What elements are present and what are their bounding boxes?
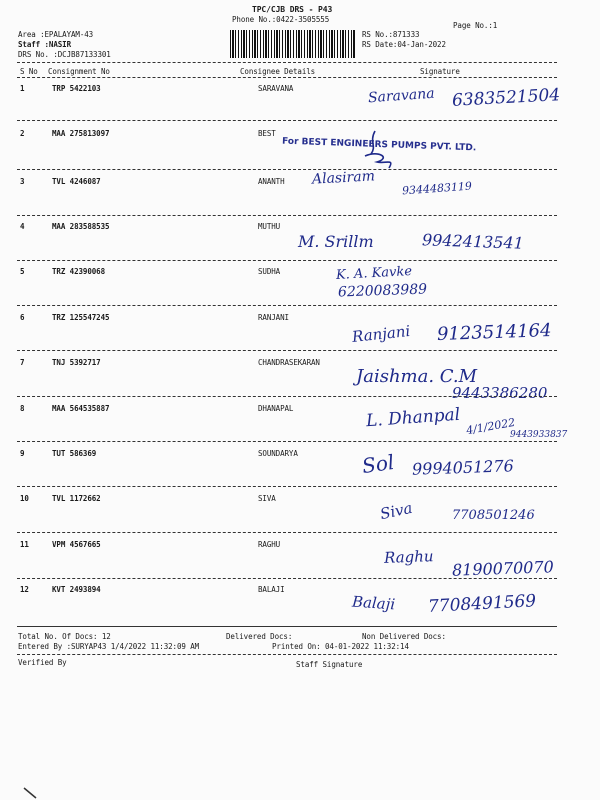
row-consignment: MAA 275813097: [52, 129, 110, 138]
row-consignee: SARAVANA: [258, 84, 294, 93]
row-signature-phone: 9344483119: [401, 179, 473, 198]
row-consignee: SIVA: [258, 494, 276, 503]
row-divider: [17, 396, 557, 397]
row-sno: 1: [20, 84, 25, 93]
rs-date: RS Date:04-Jan-2022: [362, 40, 446, 49]
row-divider: [17, 169, 557, 170]
row-signature-name: Jaishma. C.M: [356, 366, 478, 387]
drs-number: DRS No. :DCJB87133301: [18, 50, 111, 59]
verified-by: Verified By: [18, 658, 67, 667]
row-divider: [17, 441, 557, 442]
row-sno: 10: [20, 494, 29, 503]
non-delivered-docs: Non Delivered Docs:: [362, 632, 446, 641]
row-signature-name: M. Srillm: [298, 232, 374, 251]
row-sno: 8: [20, 404, 25, 413]
row-sno: 12: [20, 585, 29, 594]
row-signature-name: Siva: [378, 498, 415, 524]
row-consignment: MAA 564535887: [52, 404, 110, 413]
delivered-docs: Delivered Docs:: [226, 632, 293, 641]
row-signature-name: Balaji: [351, 592, 396, 614]
row-signature-phone: 9942413541: [421, 230, 525, 253]
row-divider: [17, 350, 557, 351]
row-signature-phone: 7708501246: [452, 508, 535, 523]
row-signature-phone: 6383521504: [451, 85, 561, 111]
row-sno: 3: [20, 177, 25, 186]
row-consignment: TVL 1172662: [52, 494, 101, 503]
column-sno: S No: [20, 67, 38, 76]
phone-number: Phone No.:0422-3505555: [232, 15, 330, 24]
area-label: Area :EPALAYAM-43: [18, 30, 94, 39]
row-consignee: CHANDRASEKARAN: [258, 358, 320, 367]
printed-on: Printed On: 04-01-2022 11:32:14: [272, 642, 409, 651]
row-sno: 9: [20, 449, 25, 458]
row-sno: 7: [20, 358, 25, 367]
row-consignee: BEST: [258, 129, 276, 138]
row-consignment: TVL 4246087: [52, 177, 101, 186]
barcode: [230, 30, 355, 58]
row-divider: [17, 486, 557, 487]
row-consignee: RANJANI: [258, 313, 289, 322]
row-signature-phone: 9994051276: [411, 456, 515, 479]
staff-label: Staff :NASIR: [18, 40, 71, 49]
total-docs: Total No. Of Docs: 12: [18, 632, 111, 641]
row-consignment: TRZ 125547245: [52, 313, 110, 322]
row-signature-phone: 7708491569: [427, 591, 537, 617]
staff-signature-label: Staff Signature: [296, 660, 363, 669]
row-divider: [17, 532, 557, 533]
column-consignee: Consignee Details: [240, 67, 316, 76]
table-bottom-rule: [17, 626, 557, 627]
company-stamp: For BEST ENGINEERS PUMPS PVT. LTD.: [281, 136, 477, 154]
row-consignee: SUDHA: [258, 267, 281, 276]
row-divider: [17, 578, 557, 579]
row-signature-name: Ranjani: [351, 322, 412, 346]
row-consignment: MAA 283588535: [52, 222, 110, 231]
row-signature-name: Sol: [360, 449, 396, 479]
row-signature-phone: 8190070070: [451, 557, 555, 580]
row-signature-phone: 9443386280: [452, 384, 548, 402]
row-signature-name: L. Dhanpal: [365, 404, 461, 432]
row-signature-name: Raghu: [383, 547, 434, 567]
page-number: Page No.:1: [453, 21, 498, 30]
row-signature-name: Alasiram: [311, 168, 376, 188]
signature-scribble: [355, 128, 405, 170]
rs-number: RS No.:871333: [362, 30, 420, 39]
row-signature-phone: 9443933837: [510, 430, 568, 440]
column-consignment: Consignment No: [48, 67, 110, 76]
row-consignment: KVT 2493894: [52, 585, 101, 594]
row-sno: 6: [20, 313, 25, 322]
entered-by: Entered By :SURYAP43 1/4/2022 11:32:09 AM: [18, 642, 200, 651]
row-consignee: DHANAPAL: [258, 404, 294, 413]
row-signature-phone: 6220083989: [337, 281, 428, 301]
scan-mark: [22, 786, 46, 800]
row-sno: 2: [20, 129, 25, 138]
header-divider-top: [17, 62, 557, 63]
row-divider: [17, 305, 557, 306]
header-divider-bottom: [17, 77, 557, 78]
row-divider: [17, 260, 557, 261]
row-consignment: VPM 4567665: [52, 540, 101, 549]
row-consignee: ANANTH: [258, 177, 285, 186]
column-signature: Signature: [420, 67, 460, 76]
row-consignee: SOUNDARYA: [258, 449, 298, 458]
row-consignment: TUT 586369: [52, 449, 97, 458]
row-consignment: TNJ 5392717: [52, 358, 101, 367]
row-sno: 5: [20, 267, 25, 276]
row-sno: 4: [20, 222, 25, 231]
row-divider: [17, 215, 557, 216]
row-divider: [17, 120, 557, 121]
row-consignee: BALAJI: [258, 585, 285, 594]
row-consignee: RAGHU: [258, 540, 281, 549]
row-signature-name: K. A. Kavke: [335, 264, 413, 283]
row-signature-date: 4/1/2022: [465, 415, 517, 438]
row-sno: 11: [20, 540, 29, 549]
document-title: TPC/CJB DRS - P43: [252, 5, 333, 14]
row-consignee: MUTHU: [258, 222, 281, 231]
row-consignment: TRP 5422103: [52, 84, 101, 93]
row-signature-phone: 9123514164: [436, 320, 552, 345]
footer-divider: [17, 654, 557, 655]
row-consignment: TRZ 42390068: [52, 267, 105, 276]
row-signature-name: Saravana: [367, 85, 436, 107]
